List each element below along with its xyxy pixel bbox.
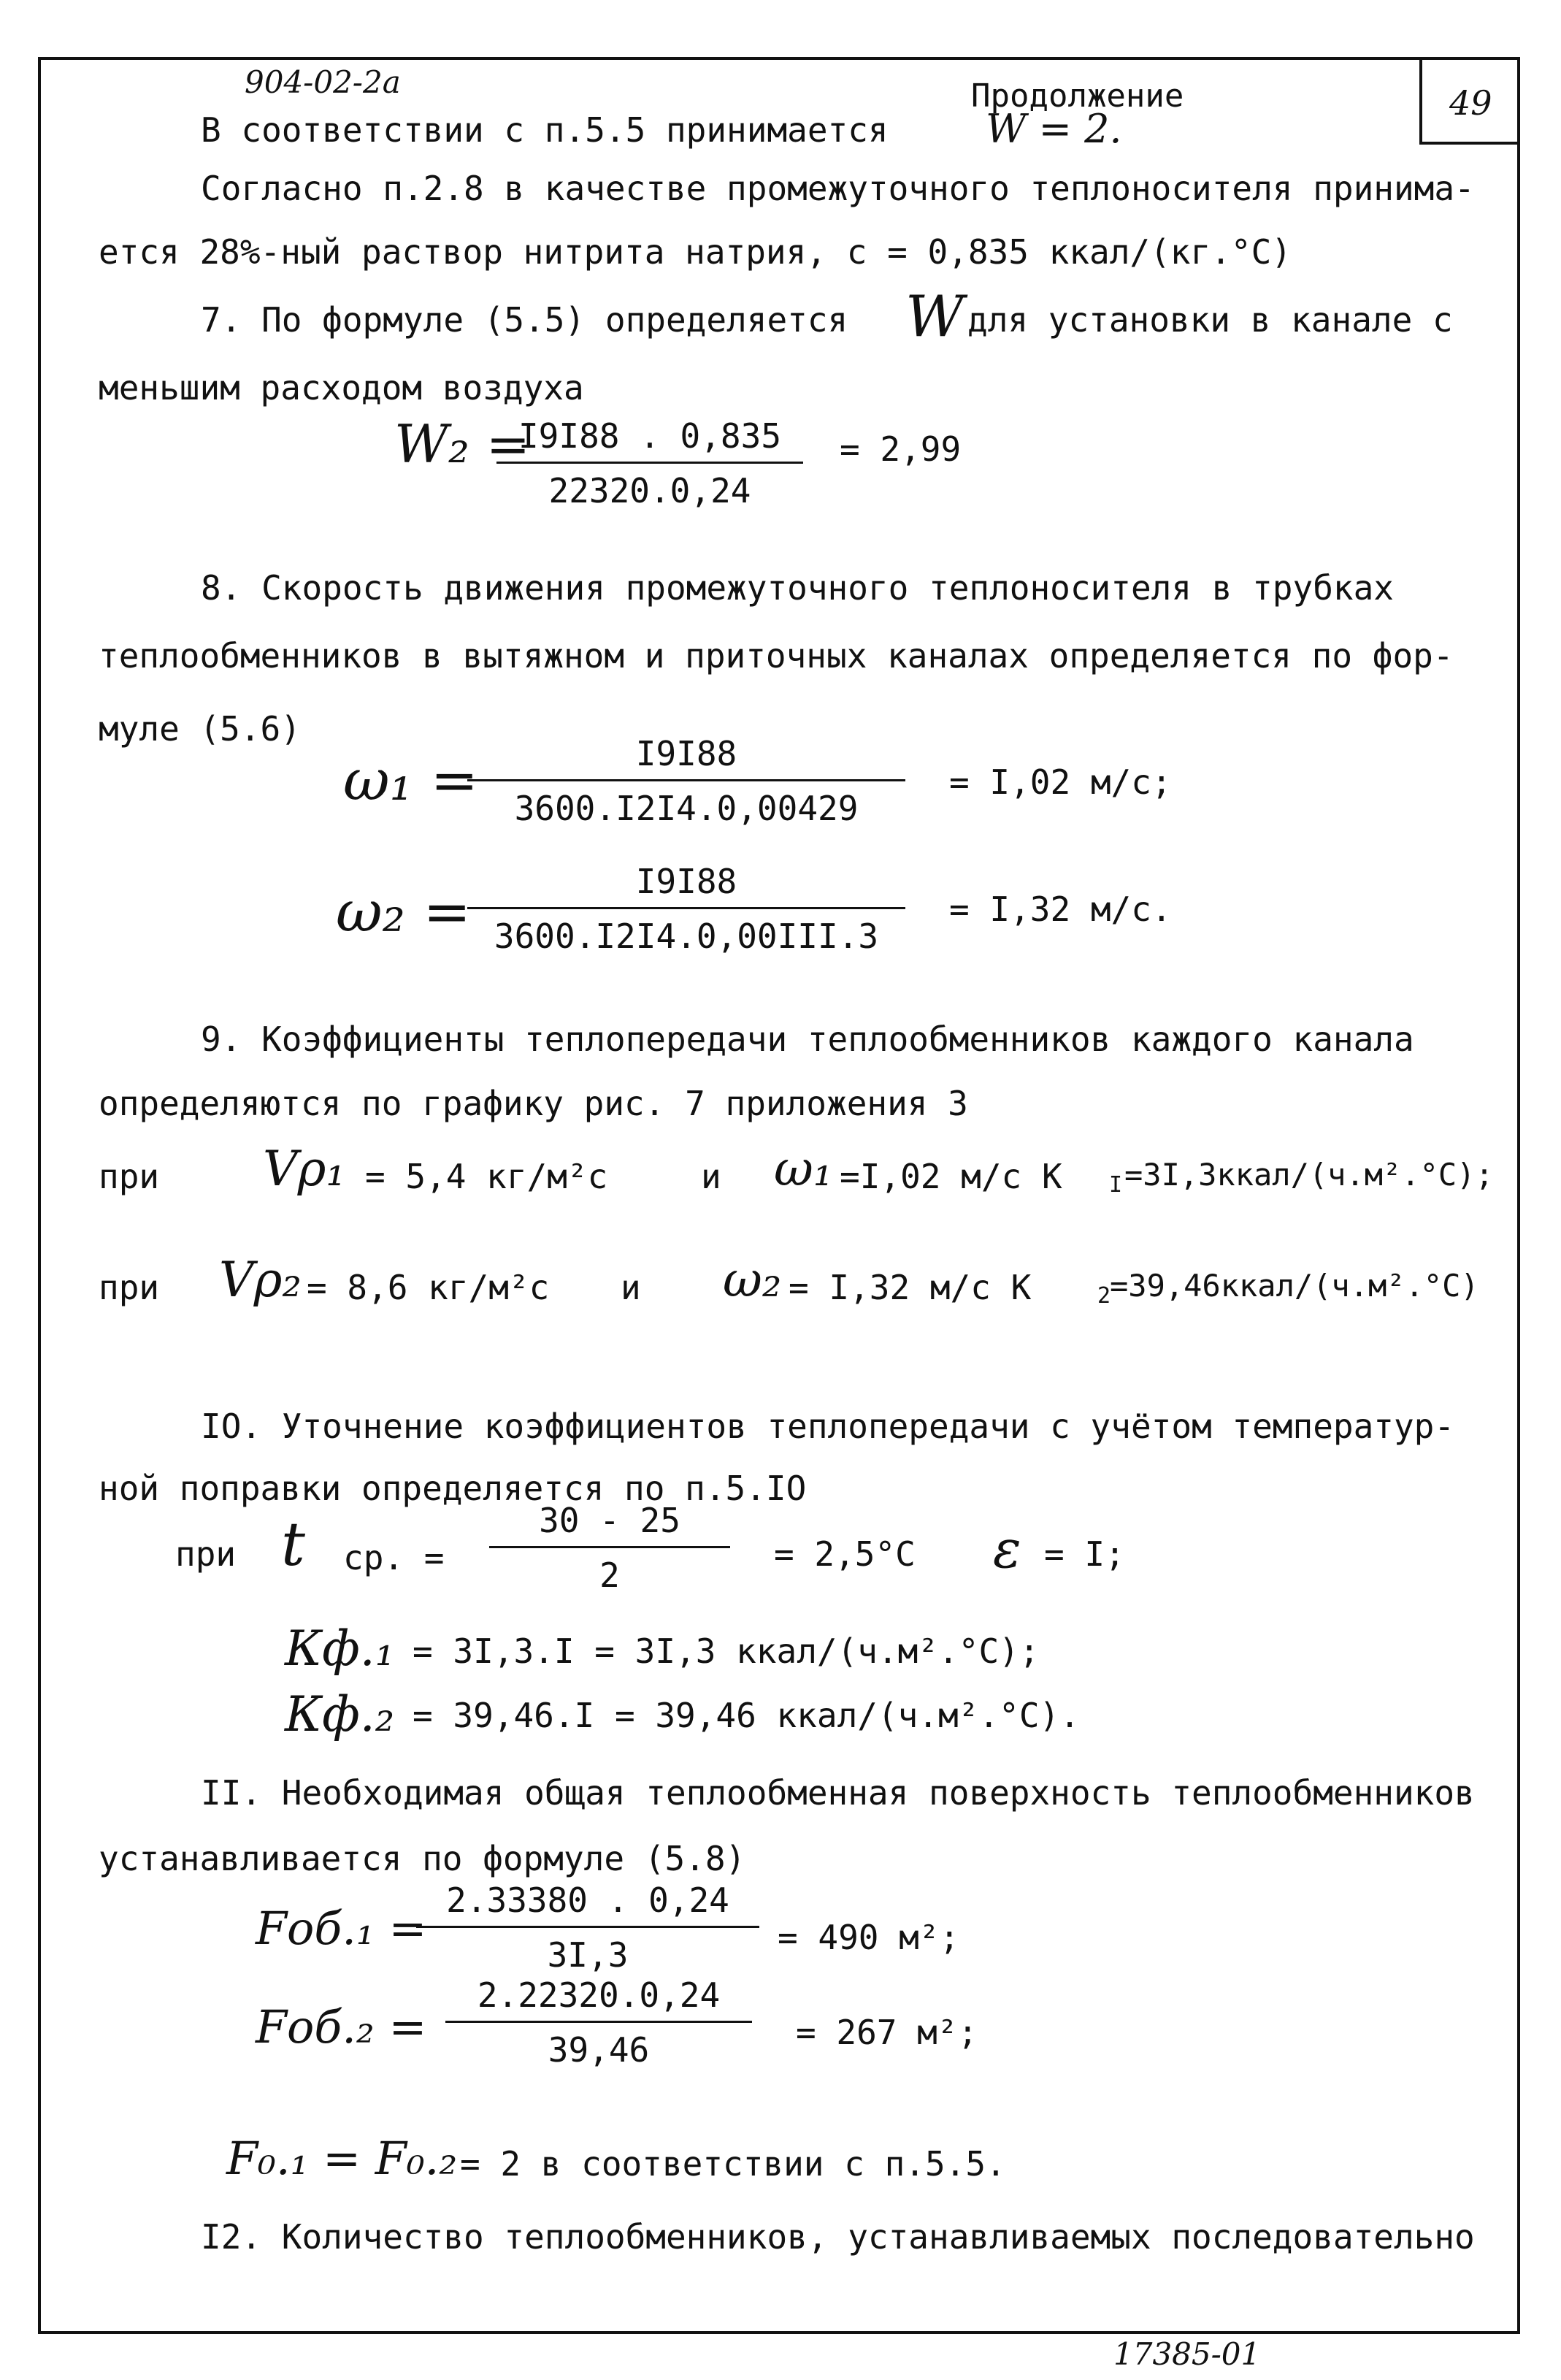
text-line: ср. = [343, 1538, 445, 1577]
fraction [489, 1501, 730, 1595]
formula-symbol: Кф.₁ [285, 1621, 395, 1677]
formula-lhs: ω₂ = [336, 879, 472, 945]
text-line: при [99, 1157, 160, 1196]
text-line: = 2 в соответствии с п.5.5. [460, 2144, 1006, 2184]
text-line: и [701, 1157, 721, 1196]
text-line: =39,46ккал/(ч.м².°С) [1110, 1268, 1479, 1304]
text-line: 7. По формуле (5.5) определяется [201, 300, 848, 340]
text-line: Согласно п.2.8 в качестве промежуточного теплоносителя принима- [201, 169, 1475, 208]
fraction-denominator: 3600.I2I4.0,00429 [514, 789, 859, 828]
fraction [445, 1975, 752, 2070]
formula-result: = I,32 м/с. [949, 889, 1172, 929]
formula-result: = I,02 м/с; [949, 762, 1172, 802]
fraction [496, 416, 803, 510]
text-line: = 5,4 кг/м²с [365, 1157, 608, 1196]
fraction-numerator: I9I88 [635, 734, 737, 773]
text-line: устанавливается по формуле (5.8) [99, 1839, 746, 1878]
text-line: при [99, 1268, 160, 1307]
text-line: ной поправки определяется по п.5.IO [99, 1469, 807, 1508]
formula-symbol: W [905, 284, 964, 350]
formula-symbol: t [281, 1510, 305, 1580]
text-line: 8. Скорость движения промежуточного теплоносителя в трубках [201, 568, 1394, 608]
fraction-denominator: 22320.0,24 [548, 471, 751, 510]
formula-symbol: ε [993, 1518, 1021, 1580]
text-line: II. Необходимая общая теплообменная поверхность теплообменников [201, 1773, 1475, 1813]
formula-symbol: Vρ₂ [219, 1252, 302, 1308]
text-line: при [175, 1534, 237, 1574]
page-number: 49 [1449, 83, 1492, 123]
fraction [467, 734, 905, 828]
text-line: = 8,6 кг/м²с [307, 1268, 550, 1307]
text-line: определяются по графику рис. 7 приложения 3 [99, 1084, 968, 1123]
text-line: 9. Коэффициенты теплопередачи теплообменников каждого канала [201, 1019, 1414, 1059]
text-line: IO. Уточнение коэффициентов теплопередачи с учётом температур- [201, 1407, 1455, 1446]
text-line: для установки в канале с [967, 300, 1453, 340]
formula-result: = 490 м²; [778, 1918, 960, 1957]
fraction-numerator: 2.22320.0,24 [477, 1975, 721, 2015]
text-line: = 3I,3.I = 3I,3 ккал/(ч.м².°С); [413, 1631, 1040, 1671]
formula-result: = I; [1044, 1534, 1125, 1574]
subscript: 2 [1097, 1283, 1111, 1309]
fraction-numerator: 30 - 25 [539, 1501, 680, 1540]
fraction-denominator: 2 [599, 1556, 620, 1595]
text-line: муле (5.6) [99, 709, 301, 749]
text-line: = 39,46.I = 39,46 ккал/(ч.м².°С). [413, 1696, 1080, 1735]
fraction-numerator: I9I88 [635, 862, 737, 901]
formula-lhs: ω₁ = [343, 748, 479, 814]
text-line: ется 28%-ный раствор нитрита натрия, с = 0,835 ккал/(кг.°С) [99, 232, 1292, 272]
formula-symbol: Vρ₁ [263, 1141, 345, 1197]
fraction-numerator: I9I88 . 0,835 [518, 416, 782, 456]
fraction [467, 862, 905, 956]
text-line: W = 2. [986, 106, 1122, 152]
formula-symbol: ω₂ [723, 1252, 782, 1308]
text-line: I2. Количество теплообменников, устанавливаемых последовательно [201, 2217, 1475, 2257]
text-line: В соответствии с п.5.5 принимается [201, 110, 889, 150]
text-line: = I,32 м/с К [789, 1268, 1032, 1307]
text-line: и [621, 1268, 641, 1307]
footer-code: 17385-01 [1113, 2336, 1261, 2372]
fraction-denominator: 3I,3 [547, 1935, 629, 1975]
document-code: 904-02-2a [245, 64, 401, 100]
subscript: I [1109, 1172, 1123, 1198]
formula-result: = 2,99 [840, 429, 962, 469]
fraction-denominator: 3600.I2I4.0,00III.3 [494, 917, 879, 956]
formula-lhs: W₂ = [394, 413, 531, 475]
formula-result: = 267 м²; [796, 2013, 978, 2052]
formula-result: = 2,5°С [774, 1534, 916, 1574]
fraction-numerator: 2.33380 . 0,24 [446, 1880, 729, 1920]
fraction [416, 1880, 759, 1975]
text-line: меньшим расходом воздуха [99, 368, 584, 407]
formula-symbol: Кф.₂ [285, 1686, 395, 1742]
formula-lhs: Fоб.₁ = [256, 1902, 427, 1955]
continuation-label: Продолжение [971, 77, 1184, 115]
formula-symbol: F₀.₁ = F₀.₂ [226, 2132, 458, 2185]
formula-lhs: Fоб.₂ = [256, 2000, 427, 2054]
text-line: =3I,3ккал/(ч.м².°С); [1124, 1157, 1494, 1193]
text-line: =I,02 м/с К [840, 1157, 1062, 1196]
formula-symbol: ω₁ [774, 1141, 833, 1197]
text-line: теплообменников в вытяжном и приточных каналах определяется по фор- [99, 636, 1454, 676]
fraction-denominator: 39,46 [548, 2030, 650, 2070]
